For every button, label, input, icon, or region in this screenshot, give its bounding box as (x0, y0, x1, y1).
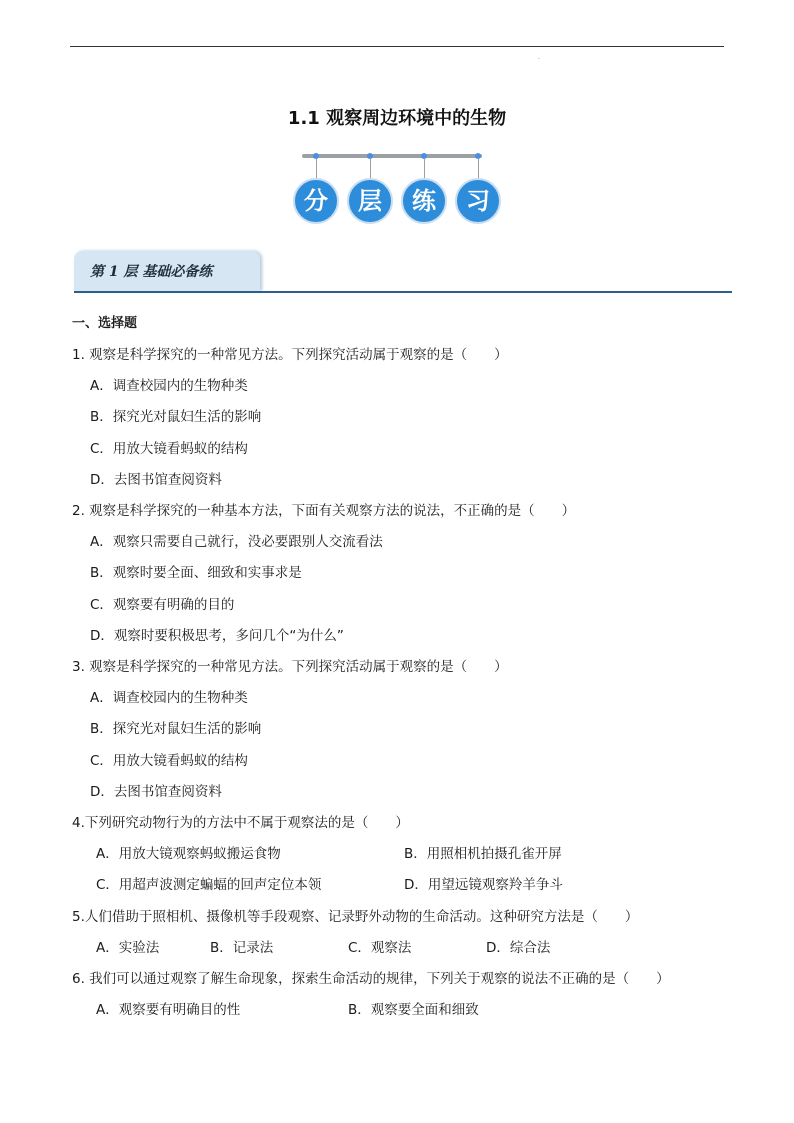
section-tab-label: 第 1 层 基础必备练 (90, 264, 213, 280)
question-option: C．观察要有明确的目的 (90, 597, 235, 613)
section-rule (74, 291, 732, 293)
question-stem: 5.人们借助于照相机、摄像机等手段观察、记录野外动物的生命活动。这种研究方法是（ ） (72, 909, 639, 925)
question-stem: 2. 观察是科学探究的一种基本方法，下面有关观察方法的说法，不正确的是（ ） (72, 503, 576, 519)
top-rule (70, 46, 724, 47)
question-option: C．用超声波测定蝙蝠的回声定位本领 (96, 877, 322, 893)
section-tab (74, 251, 260, 291)
banner-bar (302, 154, 482, 158)
section-heading: 一、选择题 (72, 316, 138, 331)
banner-bubble: 练 (401, 178, 447, 224)
question-option: B．观察时要全面、细致和实事求是 (90, 565, 302, 581)
banner (290, 150, 506, 230)
question-stem: 6. 我们可以通过观察了解生命现象，探索生命活动的规律，下列关于观察的说法不正确的是（ ） (72, 971, 670, 987)
question-option: B．记录法 (210, 940, 274, 956)
question-option: D．去图书馆查阅资料 (90, 472, 222, 488)
question-option: A．用放大镜观察蚂蚁搬运食物 (96, 846, 281, 862)
question-option: D．用望远镜观察羚羊争斗 (404, 877, 563, 893)
question-stem: 3. 观察是科学探究的一种常见方法。下列探究活动属于观察的是（ ） (72, 659, 508, 675)
banner-bubble: 层 (347, 178, 393, 224)
question-option: C．用放大镜看蚂蚁的结构 (90, 441, 248, 457)
question-option: A．实验法 (96, 940, 160, 956)
header-mark: · (538, 56, 540, 63)
question-option: D．去图书馆查阅资料 (90, 784, 222, 800)
banner-stem (478, 158, 479, 180)
banner-stem (370, 158, 371, 180)
question-option: B．探究光对鼠妇生活的影响 (90, 721, 262, 737)
question-option: D．综合法 (486, 940, 551, 956)
question-option: A．观察只需要自己就行，没必要跟别人交流看法 (90, 534, 383, 550)
question-option: C．观察法 (348, 940, 412, 956)
question-stem: 4.下列研究动物行为的方法中不属于观察法的是（ ） (72, 815, 409, 831)
question-option: C．用放大镜看蚂蚁的结构 (90, 753, 248, 769)
question-option: D．观察时要积极思考，多问几个“为什么” (90, 628, 344, 644)
banner-stem (424, 158, 425, 180)
question-option: B．观察要全面和细致 (348, 1002, 479, 1018)
question-stem: 1. 观察是科学探究的一种常见方法。下列探究活动属于观察的是（ ） (72, 347, 508, 363)
question-option: B．用照相机拍摄孔雀开屏 (404, 846, 562, 862)
question-option: B．探究光对鼠妇生活的影响 (90, 409, 262, 425)
question-option: A．调查校园内的生物种类 (90, 690, 248, 706)
question-option: A．观察要有明确目的性 (96, 1002, 241, 1018)
banner-bubble: 习 (455, 178, 501, 224)
banner-stem (316, 158, 317, 180)
page-title: 1.1 观察周边环境中的生物 (287, 108, 507, 129)
question-option: A．调查校园内的生物种类 (90, 378, 248, 394)
banner-bubble: 分 (293, 178, 339, 224)
